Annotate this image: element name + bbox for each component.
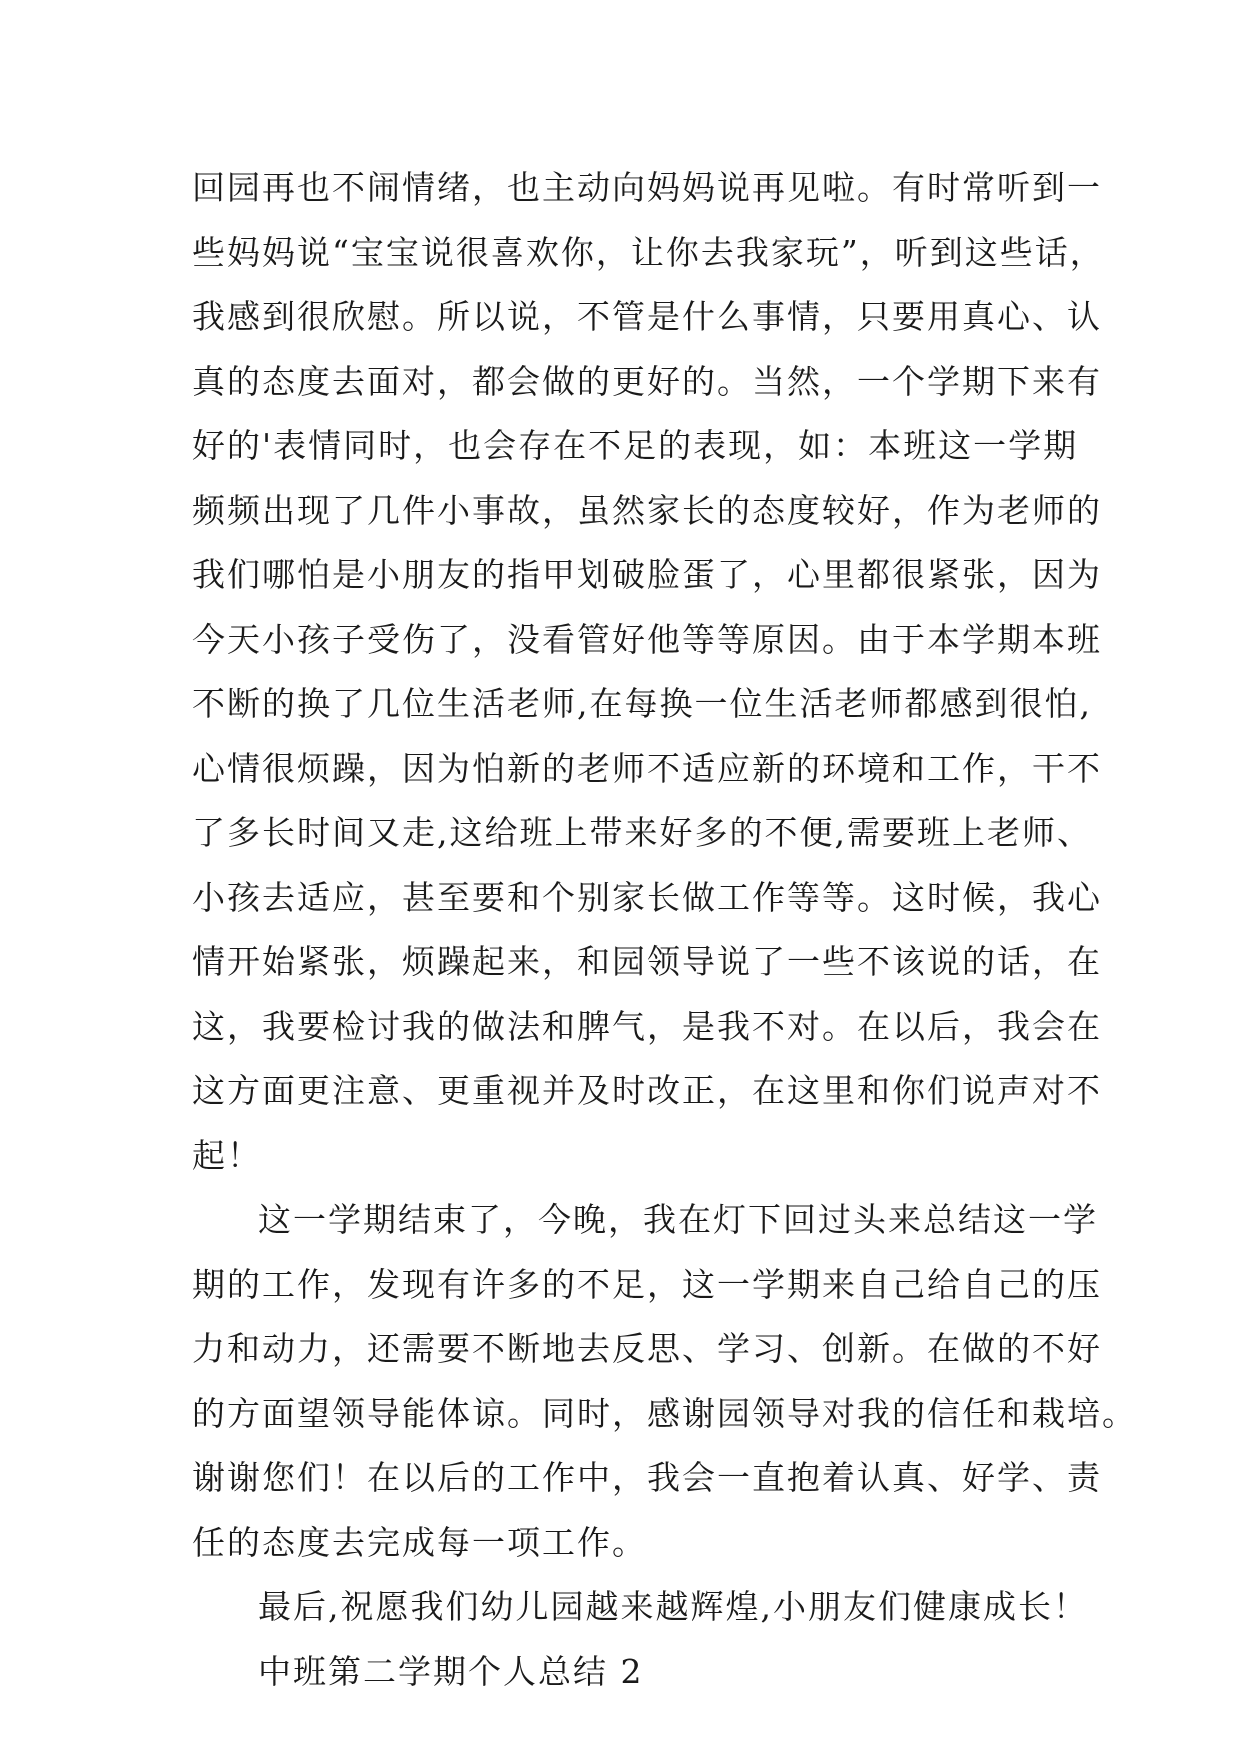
text-line: 好的'表情同时，也会存在不足的表现，如：本班这一学期 xyxy=(192,426,1079,465)
text-line: 这，我要检讨我的做法和脾气，是我不对。在以后，我会在 xyxy=(192,1006,1102,1046)
text-line: 的方面望领导能体谅。同时，感谢园领导对我的信任和栽培。 xyxy=(192,1393,1137,1433)
paragraph-start-line: 这一学期结束了，今晚，我在灯下回过头来总结这一学 xyxy=(258,1200,1098,1239)
text-line: 小孩去适应，甚至要和个别家长做工作等等。这时候，我心 xyxy=(192,877,1102,917)
text-line: 今天小孩子受伤了，没看管好他等等原因。由于本学期本班 xyxy=(192,619,1102,659)
text-line: 情开始紧张，烦躁起来，和园领导说了一些不该说的话，在 xyxy=(192,942,1102,981)
text-line: 力和动力，还需要不断地去反思、学习、创新。在做的不好 xyxy=(192,1329,1102,1368)
text-line: 我们哪怕是小朋友的指甲划破脸蛋了，心里都很紧张，因为 xyxy=(192,555,1102,594)
text-line: 了多长时间又走,这给班上带来好多的不便,需要班上老师、 xyxy=(192,813,1092,852)
text-line: 这方面更注意、更重视并及时改正，在这里和你们说声对不 xyxy=(192,1071,1102,1110)
text-line: 期的工作，发现有许多的不足，这一学期来自己给自己的压 xyxy=(192,1264,1102,1304)
body-text xyxy=(192,156,1137,1704)
text-line: 些妈妈说“宝宝说很喜欢你，让你去我家玩”，听到这些话， xyxy=(192,232,1105,272)
text-line: 真的态度去面对，都会做的更好的。当然，一个学期下来有 xyxy=(192,361,1102,401)
text-line: 任的态度去完成每一项工作。 xyxy=(192,1522,647,1562)
section-heading: 中班第二学期个人总结 2 xyxy=(258,1651,644,1691)
text-line: 频频出现了几件小事故，虽然家长的态度较好，作为老师的 xyxy=(192,490,1102,530)
text-line: 起！ xyxy=(192,1135,262,1175)
text-line: 我感到很欣慰。所以说，不管是什么事情，只要用真心、认 xyxy=(192,297,1102,336)
text-line: 不断的换了几位生活老师,在每换一位生活老师都感到很怕, xyxy=(192,684,1092,723)
text-line: 回园再也不闹情绪，也主动向妈妈说再见啦。有时常听到一 xyxy=(192,168,1102,207)
text-line: 心情很烦躁，因为怕新的老师不适应新的环境和工作，干不 xyxy=(192,748,1102,788)
closing-line: 最后,祝愿我们幼儿园越来越辉煌,小朋友们健康成长！ xyxy=(258,1587,1088,1626)
text-line: 谢谢您们！在以后的工作中，我会一直抱着认真、好学、责 xyxy=(192,1458,1102,1497)
